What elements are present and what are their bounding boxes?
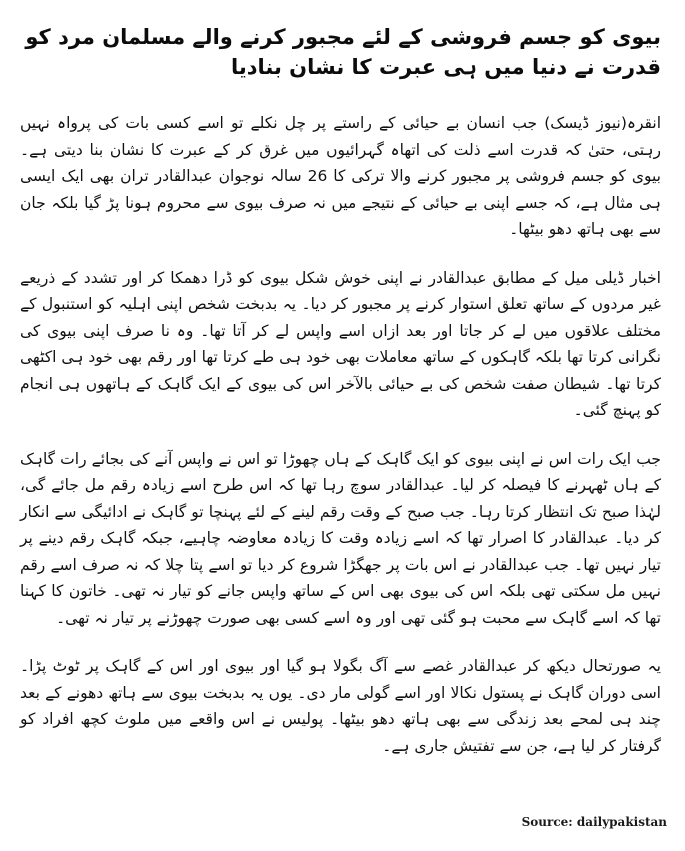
- article: [20, 22, 661, 777]
- article-paragraph: یہ صورتحال دیکھ کر عبدالقادر غصے سے آگ بگولا ہو گیا اور بیوی اور اس کے گاہک پر ٹوٹ پڑا۔ اسی دوران گاہک نے پستول نکالا اور اسے گولی مار دی۔ یوں یہ بدبخت بیوی سے ہاتھ دھونے کے بعد چند ہی لمحے بعد زندگی سے بھی ہاتھ دھو بیٹھا۔ پولیس نے اس واقعے میں ملوث کچھ افراد کو گرفتار کر لیا ہے، جن سے تفتیش جاری ہے۔: [20, 657, 661, 755]
- article-paragraph: جب ایک رات اس نے اپنی بیوی کو ایک گاہک کے ہاں چھوڑا تو اس نے واپس آنے کی بجائے رات گاہک کے ہاں ٹھہرنے کا فیصلہ کر لیا۔ عبدالقادر سوچ رہا تھا کہ اس طرح اسے زیادہ رقم مل جائے گی، لہٰذا صبح تک انتظار کرتا رہا۔ جب صبح کے وقت رقم لینے کے لئے پہنچا تو گاہک نے ادائیگی سے انکار کر دیا۔ عبدالقادر کا اصرار تھا کہ اسے زیادہ وقت کا زیادہ معاوضہ چاہیے، جبکہ گاہک رقم دینے پر تیار نہیں تھا۔ جب عبدالقادر نے اس بات پر جھگڑا شروع کر دیا تو اسے پتا چلا کہ نہ صرف اسے رقم نہیں مل سکتی تھی بلکہ اس کی بیوی بھی اس کے ساتھ واپس جانے کو تیار نہ تھی۔ خاتون کا کہنا تھا کہ اسے گاہک سے محبت ہو گئی تھی اور وہ اسے کسی بھی صورت چھوڑنے پر تیار نہ تھی۔: [20, 449, 661, 627]
- article-headline: بیوی کو جسم فروشی کے لئے مجبور کرنے والے مسلمان مرد کو قدرت نے دنیا میں ہی عبرت کا نشان بنادیا: [25, 25, 661, 79]
- source-credit: Source: dailypakistan: [521, 815, 667, 829]
- article-paragraph: اخبار ڈیلی میل کے مطابق عبدالقادر نے اپنی خوش شکل بیوی کو ڈرا دھمکا کر اور تشدد کے ذریعے غیر مردوں کے ساتھ تعلق استوار کرنے پر مجبور کر دیا۔ یہ بدبخت شخص اپنی اہلیہ کو استنبول کے مختلف علاقوں میں لے کر جاتا اور بعد ازاں اسے واپس لے کر آتا تھا۔ وہ نا صرف اپنی بیوی کی نگرانی کرتا تھا بلکہ گاہکوں کے ساتھ معاملات بھی خود ہی طے کرتا تھا اور رقم بھی خود ہی اکٹھی کرتا تھا۔ شیطان صفت شخص کی بے حیائی بالآخر اس کی بیوی کے ایک گاہک کے ہاتھوں ہی انجام کو پہنچ گئی۔: [20, 268, 661, 419]
- article-paragraph: انقرہ(نیوز ڈیسک) جب انسان بے حیائی کے راستے پر چل نکلے تو اسے کسی بات کی پرواہ نہیں رہتی، حتیٰ کہ قدرت اسے ذلت کی اتھاہ گہرائیوں میں غرق کر کے عبرت کا نشان بنا دیتی ہے۔ بیوی کو جسم فروشی پر مجبور کرنے والا ترکی کا 26 سالہ نوجوان عبدالقادر تران بھی ایک ایسی ہی مثال ہے، کہ جسے اپنی بے حیائی کے نتیجے میں نہ صرف بیوی سے محروم ہونا پڑ گیا بلکہ جان سے بھی ہاتھ دھو بیٹھا۔: [20, 114, 661, 238]
